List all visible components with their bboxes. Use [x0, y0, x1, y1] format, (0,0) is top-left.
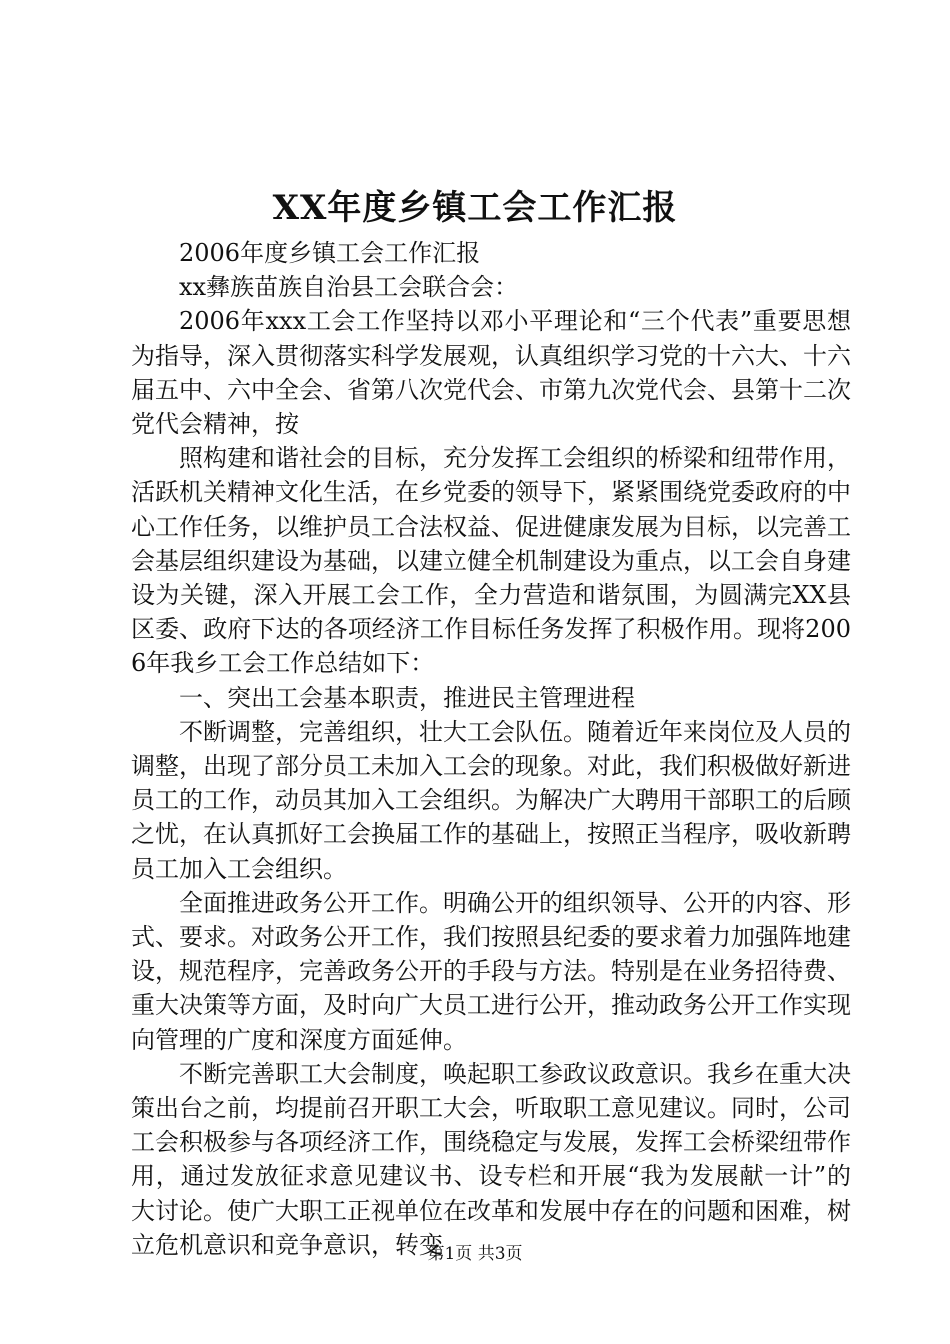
document-body — [131, 236, 851, 1262]
body-paragraph: 2006年xxx工会工作坚持以邓小平理论和“三个代表”重要思想为指导，深入贯彻落实科学发展观，认真组织学习党的十六大、十六届五中、六中全会、省第八次党代会、市第九次党代会、县第十二次党代会精神，按 — [131, 307, 851, 439]
body-paragraph: 不断完善职工大会制度，唤起职工参政议政意识。我乡在重大决策出台之前，均提前召开职工大会，听取职工意见建议。同时，公司工会积极参与各项经济工作，围绕稳定与发展，发挥工会桥梁纽带作用，通过发放征求意见建议书、设专栏和开展“我为发展献一计”的大讨论。使广大职工正视单位在改革和发展中存在的问题和困难，树立危机意识和竞争意识，转变 — [131, 1059, 851, 1259]
body-paragraph: 照构建和谐社会的目标，充分发挥工会组织的桥梁和纽带作用，活跃机关精神文化生活，在乡党委的领导下，紧紧围绕党委政府的中心工作任务，以维护员工合法权益、促进健康发展为目标，以完善工会基层组织建设为基础，以建立健全机制建设为重点，以工会自身建设为关键，深入开展工会工作，全力营造和谐氛围，为圆满完XX县区委、政府下达的各项经济工作目标任务发挥了积极作用。现将2006年我乡工会工作总结如下： — [131, 444, 851, 678]
page-footer: 第1页 共3页 — [427, 1244, 523, 1264]
body-paragraph: 不断调整，完善组织，壮大工会队伍。随着近年来岗位及人员的调整，出现了部分员工未加入工会的现象。对此，我们积极做好新进员工的工作，动员其加入工会组织。为解决广大聘用干部职工的后顾之忧，在认真抓好工会换届工作的基础上，按照正当程序，吸收新聘员工加入工会组织。 — [131, 717, 851, 883]
body-paragraph: xx彝族苗族自治县工会联合会： — [179, 273, 519, 302]
section-heading: 一、突出工会基本职责，推进民主管理进程 — [179, 683, 635, 712]
document-title: XX年度乡镇工会工作汇报 — [272, 188, 678, 228]
body-paragraph: 全面推进政务公开工作。明确公开的组织领导、公开的内容、形式、要求。对政务公开工作，我们按照县纪委的要求着力加强阵地建设，规范程序，完善政务公开的手段与方法。特别是在业务招待费、重大决策等方面，及时向广大员工进行公开，推动政务公开工作实现向管理的广度和深度方面延伸。 — [131, 888, 851, 1054]
body-paragraph: 2006年度乡镇工会工作汇报 — [179, 239, 481, 267]
